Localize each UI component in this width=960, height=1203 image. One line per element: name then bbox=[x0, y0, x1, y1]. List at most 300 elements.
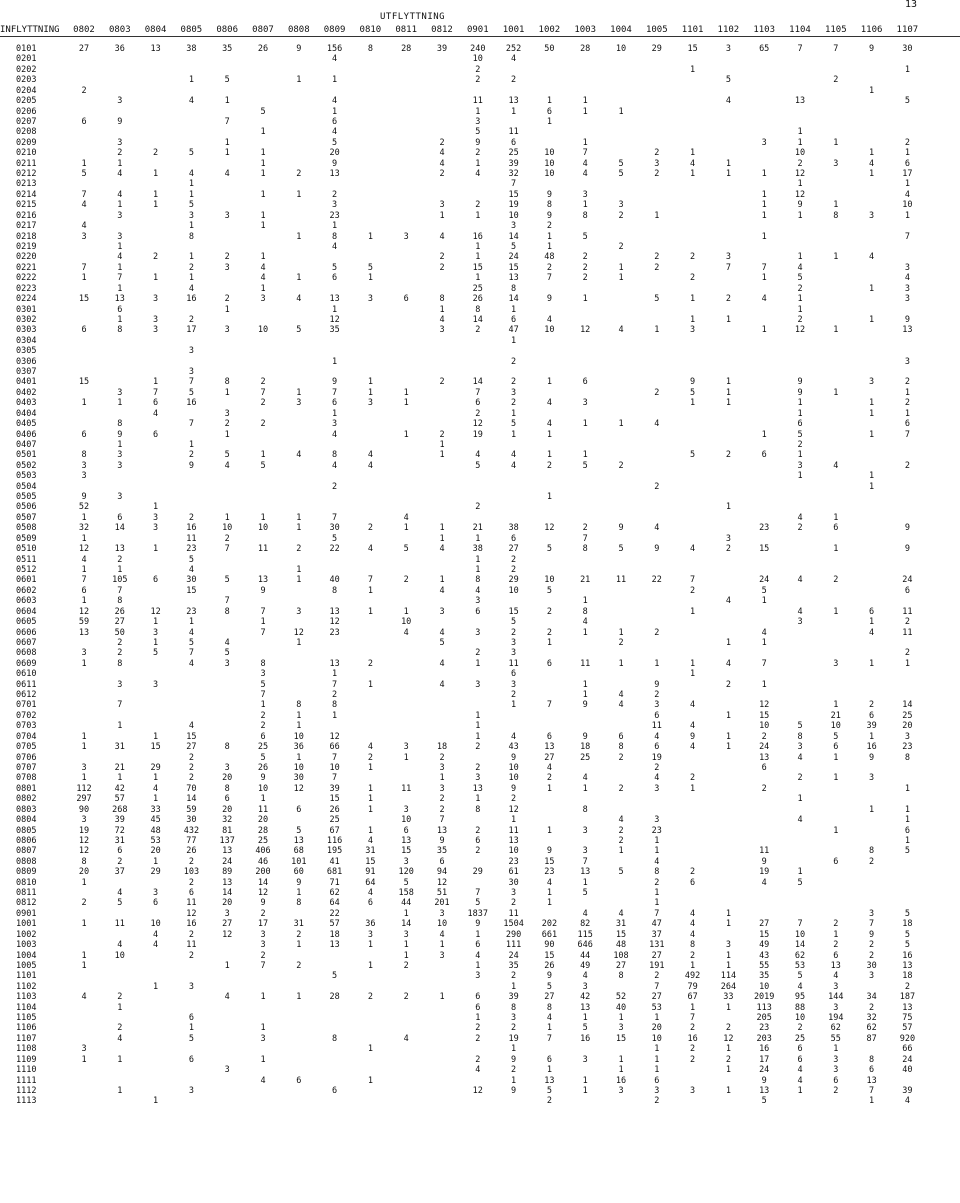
table-cell: 1 bbox=[153, 200, 159, 211]
table-cell: 1 bbox=[260, 158, 266, 169]
table-cell: 8 bbox=[332, 1033, 338, 1044]
table-cell: 1 bbox=[475, 929, 481, 940]
table-cell: 10 bbox=[794, 929, 806, 940]
table-cell: 25 bbox=[257, 835, 269, 846]
table-cell: 19 bbox=[472, 429, 483, 440]
table-cell: 1 bbox=[833, 544, 839, 555]
table-cell: 8 bbox=[81, 856, 87, 867]
table-cell: 20 bbox=[902, 721, 913, 732]
column-header-1103: 1103 bbox=[753, 25, 776, 35]
table-cell: 88 bbox=[794, 1002, 806, 1013]
table-cell: 3 bbox=[618, 1023, 624, 1034]
table-cell: 26 bbox=[114, 606, 125, 617]
table-cell: 1 bbox=[367, 804, 373, 815]
table-cell: 2 bbox=[439, 429, 445, 440]
table-cell: 2 bbox=[654, 148, 660, 159]
table-cell: 3 bbox=[260, 294, 266, 305]
table-cell: 40 bbox=[615, 1002, 627, 1013]
table-cell: 3 bbox=[439, 325, 445, 336]
table-cell: 7 bbox=[260, 606, 266, 617]
table-cell: 7 bbox=[188, 377, 194, 388]
table-cell: 23 bbox=[329, 210, 340, 221]
row-label-0604: 0604 bbox=[16, 606, 37, 617]
table-cell: 4 bbox=[117, 252, 123, 263]
row-label-0706: 0706 bbox=[16, 752, 37, 763]
table-cell: 11 bbox=[508, 127, 519, 138]
table-cell: 2 bbox=[117, 992, 123, 1003]
table-cell: 41 bbox=[329, 856, 340, 867]
table-cell: 49 bbox=[759, 940, 770, 951]
row-label-1101: 1101 bbox=[16, 971, 37, 982]
table-cell: 89 bbox=[222, 867, 233, 878]
table-cell: 1 bbox=[833, 773, 839, 784]
table-cell: 5 bbox=[546, 585, 552, 596]
table-cell: 15 bbox=[365, 856, 376, 867]
table-cell: 47 bbox=[651, 919, 662, 930]
table-cell: 9 bbox=[332, 377, 338, 388]
table-cell: 10 bbox=[508, 773, 519, 784]
table-cell: 8 bbox=[869, 846, 875, 857]
table-cell: 2 bbox=[367, 523, 373, 534]
table-cell: 3 bbox=[117, 460, 123, 471]
table-cell: 1 bbox=[511, 1075, 517, 1086]
table-cell: 1 bbox=[367, 825, 373, 836]
table-cell: 2 bbox=[475, 762, 481, 773]
table-cell: 4 bbox=[188, 721, 194, 732]
table-cell: 5 bbox=[618, 169, 624, 180]
table-cell: 1 bbox=[725, 1086, 731, 1096]
table-cell: 1 bbox=[511, 106, 517, 117]
table-cell: 1 bbox=[797, 867, 803, 878]
table-cell: 7 bbox=[761, 658, 767, 669]
table-cell: 1 bbox=[690, 294, 696, 305]
table-cell: 14 bbox=[508, 294, 519, 305]
table-cell: 8 bbox=[618, 971, 624, 982]
table-cell: 1 bbox=[117, 1054, 123, 1065]
table-cell: 79 bbox=[687, 981, 698, 992]
row-label-0612: 0612 bbox=[16, 690, 37, 701]
table-cell: 59 bbox=[186, 804, 197, 815]
table-cell: 4 bbox=[475, 585, 481, 596]
table-cell: 4 bbox=[367, 450, 373, 461]
table-cell: 4 bbox=[332, 460, 338, 471]
table-cell: 13 bbox=[329, 606, 340, 617]
row-label-0802: 0802 bbox=[16, 794, 37, 805]
table-cell: 2 bbox=[403, 575, 409, 586]
column-header-1102: 1102 bbox=[717, 25, 740, 35]
table-cell: 2 bbox=[475, 408, 481, 419]
table-cell: 4 bbox=[332, 96, 338, 107]
table-cell: 1 bbox=[81, 1054, 87, 1065]
table-cell: 37 bbox=[114, 867, 125, 878]
table-cell: 6 bbox=[153, 898, 159, 909]
table-cell: 6 bbox=[904, 825, 910, 836]
table-cell: 1 bbox=[654, 1044, 660, 1055]
table-cell: 5 bbox=[582, 231, 588, 242]
table-cell: 1 bbox=[654, 888, 660, 899]
table-cell: 3 bbox=[582, 846, 588, 857]
table-cell: 1 bbox=[260, 1054, 266, 1065]
row-label-0406: 0406 bbox=[16, 429, 37, 440]
table-cell: 103 bbox=[183, 867, 200, 878]
table-cell: 57 bbox=[902, 1023, 913, 1034]
table-cell: 31 bbox=[114, 835, 125, 846]
row-label-1003: 1003 bbox=[16, 940, 37, 951]
table-cell: 1 bbox=[117, 398, 123, 409]
row-label-1110: 1110 bbox=[16, 1065, 37, 1076]
table-cell: 7 bbox=[188, 419, 194, 430]
table-cell: 25 bbox=[508, 148, 519, 159]
table-cell: 1 bbox=[833, 752, 839, 763]
row-label-0603: 0603 bbox=[16, 596, 37, 607]
table-cell: 3 bbox=[725, 44, 731, 54]
table-cell: 1 bbox=[332, 221, 338, 232]
table-cell: 15 bbox=[150, 742, 161, 753]
row-label-0812: 0812 bbox=[16, 898, 37, 909]
table-cell: 3 bbox=[511, 1013, 517, 1024]
table-cell: 3 bbox=[439, 762, 445, 773]
table-cell: 20 bbox=[222, 898, 233, 909]
table-cell: 4 bbox=[188, 283, 194, 294]
table-cell: 1 bbox=[475, 158, 481, 169]
table-cell: 2 bbox=[654, 169, 660, 180]
table-cell: 4 bbox=[260, 262, 266, 273]
table-cell: 1 bbox=[367, 762, 373, 773]
table-cell: 2 bbox=[797, 773, 803, 784]
table-cell: 11 bbox=[902, 627, 913, 638]
table-cell: 2 bbox=[761, 731, 767, 742]
table-cell: 205 bbox=[756, 1013, 772, 1024]
table-cell: 2 bbox=[511, 356, 517, 367]
table-cell: 31 bbox=[114, 742, 125, 753]
table-cell: 1 bbox=[81, 773, 87, 784]
table-cell: 1 bbox=[81, 596, 87, 607]
table-cell: 6 bbox=[81, 585, 87, 596]
table-cell: 1 bbox=[904, 815, 910, 826]
table-cell: 36 bbox=[114, 44, 125, 54]
table-cell: 29 bbox=[472, 867, 483, 878]
table-cell: 7 bbox=[869, 1086, 875, 1096]
table-cell: 1 bbox=[296, 940, 302, 951]
table-cell: 8 bbox=[224, 742, 230, 753]
row-label-0810: 0810 bbox=[16, 877, 37, 888]
table-cell: 3 bbox=[367, 398, 373, 409]
table-cell: 1 bbox=[546, 377, 552, 388]
table-cell: 12 bbox=[472, 1086, 483, 1096]
table-cell: 1 bbox=[582, 596, 588, 607]
table-cell: 1 bbox=[403, 940, 409, 951]
table-cell: 3 bbox=[475, 596, 481, 607]
table-cell: 24 bbox=[222, 856, 233, 867]
table-cell: 191 bbox=[649, 960, 665, 971]
table-cell: 27 bbox=[114, 617, 125, 628]
table-cell: 4 bbox=[439, 158, 445, 169]
table-cell: 1 bbox=[439, 533, 445, 544]
table-cell: 2 bbox=[475, 1054, 481, 1065]
table-cell: 9 bbox=[797, 200, 803, 211]
table-cell: 1 bbox=[511, 335, 517, 346]
table-cell: 2 bbox=[224, 252, 230, 263]
table-cell: 4 bbox=[260, 1075, 266, 1086]
table-cell: 2 bbox=[797, 1023, 803, 1034]
table-cell: 13 bbox=[293, 835, 304, 846]
table-cell: 2019 bbox=[753, 992, 775, 1003]
table-cell: 290 bbox=[505, 929, 522, 940]
table-cell: 3 bbox=[618, 1086, 624, 1096]
table-cell: 6 bbox=[797, 1044, 803, 1055]
table-cell: 57 bbox=[114, 794, 125, 805]
row-label-0219: 0219 bbox=[16, 241, 37, 252]
table-cell: 16 bbox=[615, 1075, 627, 1086]
table-cell: 4 bbox=[761, 877, 767, 888]
table-cell: 15 bbox=[508, 606, 519, 617]
table-cell: 4 bbox=[797, 575, 803, 586]
table-cell: 3 bbox=[511, 221, 517, 232]
table-cell: 3 bbox=[833, 158, 839, 169]
table-cell: 4 bbox=[260, 273, 266, 284]
table-cell: 2 bbox=[511, 794, 517, 805]
table-cell: 3 bbox=[81, 1044, 87, 1055]
table-cell: 4 bbox=[690, 721, 696, 732]
table-cell: 17 bbox=[902, 169, 913, 180]
table-cell: 3 bbox=[582, 981, 588, 992]
table-cell: 1 bbox=[188, 252, 194, 263]
table-cell: 31 bbox=[615, 919, 627, 930]
table-cell: 16 bbox=[687, 1033, 698, 1044]
table-cell: 5 bbox=[188, 148, 194, 159]
table-cell: 11 bbox=[472, 96, 483, 107]
table-cell: 2 bbox=[546, 1096, 552, 1107]
table-cell: 2 bbox=[725, 679, 731, 690]
table-cell: 26 bbox=[472, 294, 483, 305]
table-cell: 1 bbox=[511, 304, 517, 315]
table-cell: 15 bbox=[401, 846, 412, 857]
table-cell: 12 bbox=[293, 627, 304, 638]
table-cell: 11 bbox=[651, 721, 662, 732]
table-cell: 13 bbox=[329, 294, 340, 305]
table-cell: 5 bbox=[332, 533, 338, 544]
table-cell: 1 bbox=[81, 658, 87, 669]
column-header-1002: 1002 bbox=[538, 25, 561, 35]
table-cell: 23 bbox=[544, 867, 555, 878]
table-cell: 13 bbox=[830, 960, 841, 971]
table-cell: 3 bbox=[153, 314, 159, 325]
table-cell: 105 bbox=[112, 575, 128, 586]
table-cell: 5 bbox=[904, 940, 910, 951]
table-cell: 8 bbox=[475, 575, 481, 586]
table-cell: 57 bbox=[329, 919, 340, 930]
table-cell: 13 bbox=[222, 877, 233, 888]
table-cell: 3 bbox=[332, 419, 338, 430]
table-cell: 2 bbox=[439, 794, 445, 805]
table-cell: 1 bbox=[367, 783, 373, 794]
table-cell: 4 bbox=[833, 971, 839, 982]
table-cell: 1 bbox=[260, 283, 266, 294]
row-label-1113: 1113 bbox=[16, 1096, 37, 1107]
table-cell: 3 bbox=[224, 762, 230, 773]
table-cell: 6 bbox=[475, 606, 481, 617]
table-cell: 8 bbox=[654, 867, 660, 878]
table-cell: 1 bbox=[582, 1013, 588, 1024]
table-cell: 1 bbox=[904, 835, 910, 846]
table-cell: 30 bbox=[293, 773, 304, 784]
table-cell: 6 bbox=[81, 116, 87, 127]
table-cell: 1 bbox=[690, 783, 696, 794]
table-cell: 16 bbox=[759, 1044, 770, 1055]
table-cell: 46 bbox=[257, 856, 269, 867]
table-cell: 4 bbox=[224, 992, 230, 1003]
table-cell: 9 bbox=[582, 731, 588, 742]
table-cell: 14 bbox=[472, 314, 483, 325]
table-cell: 3 bbox=[153, 294, 159, 305]
table-cell: 1 bbox=[546, 1023, 552, 1034]
table-cell: 4 bbox=[546, 398, 552, 409]
table-cell: 4 bbox=[296, 450, 302, 461]
table-cell: 1 bbox=[260, 189, 266, 200]
table-cell: 19 bbox=[508, 200, 519, 211]
table-cell: 3 bbox=[582, 1054, 588, 1065]
table-cell: 9 bbox=[797, 377, 803, 388]
table-cell: 7 bbox=[439, 815, 445, 826]
table-cell: 1 bbox=[81, 398, 87, 409]
table-cell: 9 bbox=[511, 1086, 517, 1096]
table-cell: 1 bbox=[117, 200, 123, 211]
table-cell: 38 bbox=[508, 523, 519, 534]
table-cell: 5 bbox=[117, 898, 123, 909]
table-cell: 2 bbox=[117, 637, 123, 648]
table-cell: 11 bbox=[508, 825, 519, 836]
table-cell: 9 bbox=[904, 544, 910, 555]
column-header-1005: 1005 bbox=[645, 25, 668, 35]
table-cell: 10 bbox=[651, 1033, 662, 1044]
table-cell: 9 bbox=[618, 523, 624, 534]
table-cell: 12 bbox=[794, 325, 806, 336]
table-cell: 1 bbox=[869, 471, 875, 482]
table-cell: 1 bbox=[188, 1023, 194, 1034]
table-cell: 3 bbox=[511, 888, 517, 899]
table-cell: 1 bbox=[690, 658, 696, 669]
table-cell: 7 bbox=[260, 387, 266, 398]
column-header-0808: 0808 bbox=[287, 25, 310, 35]
table-cell: 9 bbox=[690, 731, 696, 742]
table-cell: 113 bbox=[756, 1002, 772, 1013]
table-cell: 1 bbox=[546, 825, 552, 836]
table-cell: 16 bbox=[580, 1033, 591, 1044]
table-cell: 55 bbox=[759, 960, 770, 971]
column-header-1105: 1105 bbox=[824, 25, 847, 35]
table-cell: 2 bbox=[690, 773, 696, 784]
table-cell: 10 bbox=[794, 148, 806, 159]
table-cell: 1 bbox=[367, 585, 373, 596]
table-cell: 3 bbox=[833, 981, 839, 992]
table-cell: 5 bbox=[582, 460, 588, 471]
table-cell: 13 bbox=[759, 752, 770, 763]
table-cell: 3 bbox=[797, 742, 803, 753]
table-cell: 1 bbox=[904, 783, 910, 794]
row-label-0609: 0609 bbox=[16, 658, 37, 669]
table-cell: 64 bbox=[365, 877, 376, 888]
table-cell: 2 bbox=[654, 252, 660, 263]
table-cell: 116 bbox=[326, 835, 343, 846]
table-cell: 1 bbox=[153, 856, 159, 867]
table-cell: 1 bbox=[403, 908, 409, 919]
table-cell: 3 bbox=[654, 783, 660, 794]
table-cell: 2 bbox=[582, 262, 588, 273]
table-cell: 6 bbox=[869, 710, 875, 721]
table-cell: 65 bbox=[759, 44, 770, 54]
table-cell: 2 bbox=[582, 252, 588, 263]
table-cell: 9 bbox=[439, 835, 445, 846]
table-cell: 1 bbox=[725, 1065, 731, 1076]
table-cell: 20 bbox=[651, 1023, 662, 1034]
table-cell: 203 bbox=[756, 1033, 772, 1044]
table-cell: 1 bbox=[725, 960, 731, 971]
table-cell: 2 bbox=[188, 314, 194, 325]
row-label-0901: 0901 bbox=[16, 908, 37, 919]
table-cell: 2 bbox=[618, 783, 624, 794]
table-cell: 3 bbox=[81, 815, 87, 826]
table-cell: 3 bbox=[296, 606, 302, 617]
table-cell: 6 bbox=[761, 450, 767, 461]
table-cell: 15 bbox=[759, 929, 770, 940]
table-cell: 1 bbox=[153, 794, 159, 805]
table-cell: 26 bbox=[329, 804, 340, 815]
table-cell: 21 bbox=[114, 762, 125, 773]
table-cell: 1 bbox=[546, 888, 552, 899]
table-cell: 5 bbox=[618, 158, 624, 169]
table-cell: 1 bbox=[475, 721, 481, 732]
table-cell: 1 bbox=[654, 898, 660, 909]
table-cell: 8 bbox=[582, 544, 588, 555]
table-cell: 11 bbox=[186, 533, 197, 544]
table-cell: 4 bbox=[797, 606, 803, 617]
table-cell: 1 bbox=[869, 617, 875, 628]
table-cell: 13 bbox=[544, 1075, 555, 1086]
table-cell: 1 bbox=[296, 637, 302, 648]
table-cell: 200 bbox=[255, 867, 271, 878]
table-cell: 43 bbox=[759, 950, 770, 961]
table-cell: 1 bbox=[260, 992, 266, 1003]
row-label-1105: 1105 bbox=[16, 1013, 37, 1024]
table-cell: 1 bbox=[439, 940, 445, 951]
table-cell: 3 bbox=[403, 856, 409, 867]
table-cell: 2 bbox=[797, 523, 803, 534]
table-cell: 6 bbox=[546, 731, 552, 742]
table-cell: 2 bbox=[296, 169, 302, 180]
table-cell: 12 bbox=[78, 846, 90, 857]
table-cell: 4 bbox=[797, 1075, 803, 1086]
table-cell: 3 bbox=[224, 408, 230, 419]
table-cell: 9 bbox=[869, 929, 875, 940]
table-cell: 8 bbox=[833, 210, 839, 221]
table-cell: 27 bbox=[651, 950, 662, 961]
table-cell: 1 bbox=[439, 450, 445, 461]
row-label-0305: 0305 bbox=[16, 346, 37, 357]
table-cell: 40 bbox=[329, 575, 340, 586]
table-cell: 3 bbox=[81, 231, 87, 242]
table-cell: 2 bbox=[618, 460, 624, 471]
table-cell: 2 bbox=[618, 752, 624, 763]
table-cell: 1 bbox=[725, 1002, 731, 1013]
table-cell: 10 bbox=[508, 846, 519, 857]
table-cell: 50 bbox=[544, 44, 555, 54]
row-label-1112: 1112 bbox=[16, 1086, 37, 1096]
table-cell: 2 bbox=[511, 898, 517, 909]
table-cell: 14 bbox=[794, 940, 806, 951]
table-cell: 39 bbox=[508, 992, 519, 1003]
table-cell: 15 bbox=[615, 1033, 627, 1044]
table-cell: 13 bbox=[329, 940, 340, 951]
